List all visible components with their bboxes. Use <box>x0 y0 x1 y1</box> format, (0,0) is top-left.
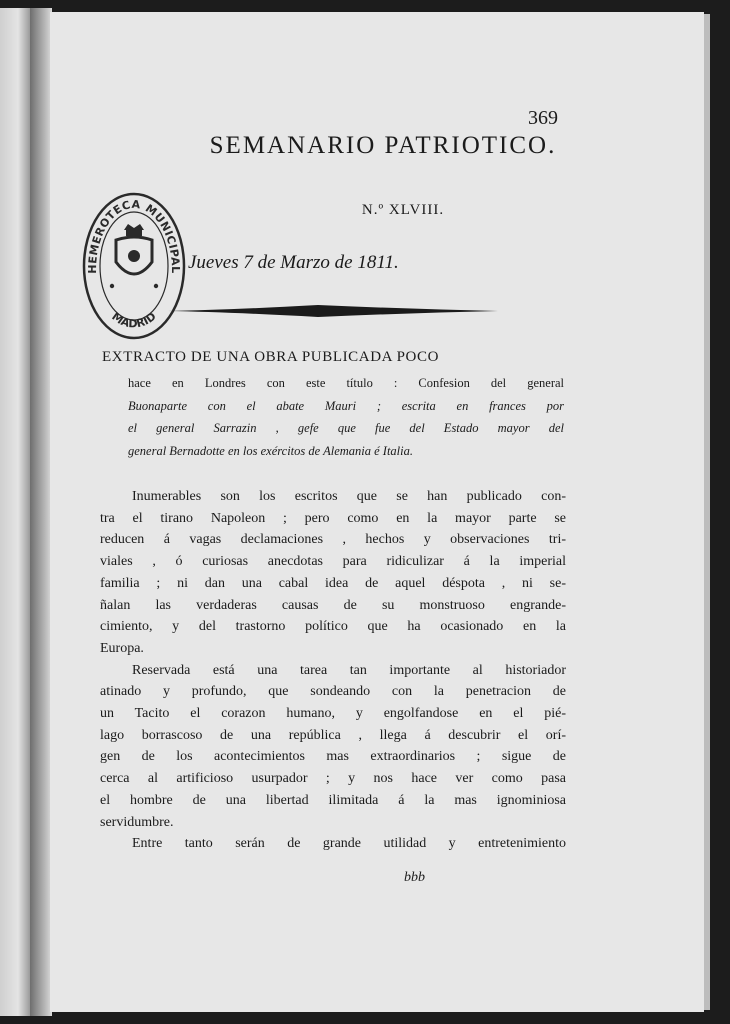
article-body <box>100 486 566 855</box>
facing-page-edge <box>0 8 30 1016</box>
coat-of-arms-icon <box>110 224 158 288</box>
text-line: Entre tanto serán de grande utilidad y entretenimiento <box>132 836 566 852</box>
article-subtitle <box>128 372 564 462</box>
subtitle-line: Buonaparte con el abate Mauri ; escrita en frances por <box>128 398 564 413</box>
page-number: 369 <box>528 107 558 129</box>
text-line: Inumerables son los escritos que se han publicado con- <box>132 489 566 504</box>
text-line: reducen á vagas declamaciones , hechos y observaciones tri- <box>100 532 566 548</box>
ornamental-rule <box>168 304 498 318</box>
book-page <box>50 12 704 1012</box>
svg-text:HEMEROTECA MUNICIPAL: HEMEROTECA MUNICIPAL <box>85 197 183 274</box>
library-stamp <box>82 190 186 340</box>
issue-number: N.º XLVIII. <box>361 202 445 218</box>
text-line: gen de los acontecimientos mas extraordinarios ; sigue de <box>100 749 566 765</box>
text-line: el hombre de una libertad ilimitada á la mas ignominiosa <box>100 792 566 808</box>
text-line: cimiento, y del trastorno político que ha ocasionado en la <box>100 619 566 635</box>
text-line: tra el tirano Napoleon ; pero como en la mayor parte se <box>100 510 566 526</box>
reverse-side-bleed-through <box>595 142 695 502</box>
text-line: lago borrascoso de una república , llega á descubrir el orí- <box>100 727 566 743</box>
subtitle-line: el general Sarrazin , gefe que fue del Estado mayor del <box>128 421 564 435</box>
text-line: servidumbre. <box>100 814 174 830</box>
subtitle-line: hace en Londres con este título : Confesion del general <box>128 376 564 390</box>
catchword: bbb <box>404 870 425 885</box>
article-title: EXTRACTO DE UNA OBRA PUBLICADA POCO <box>102 349 440 365</box>
paragraph-3 <box>100 833 566 855</box>
text-line: viales , ó curiosas anecdotas para ridiculizar á la imperial <box>100 554 566 570</box>
text-line: ñalan las verdaderas causas de su monstruoso engrande- <box>100 597 566 613</box>
subtitle-line: general Bernadotte en los exércitos de Alemania é Italia. <box>128 443 413 458</box>
svg-text:MADRID: MADRID <box>109 309 159 331</box>
text-line: Europa. <box>100 640 144 656</box>
book-gutter <box>30 8 52 1016</box>
text-line: Reservada está una tarea tan importante al historiador <box>132 662 566 678</box>
paragraph-1 <box>100 486 566 660</box>
paragraph-2 <box>100 660 566 834</box>
text-line: cerca al artificioso usurpador ; y nos hace ver como pasa <box>100 771 566 787</box>
text-line: un Tacito el corazon humano, y engolfandose en el pié- <box>100 706 566 722</box>
text-line: atinado y profundo, que sondeando con la penetracion de <box>100 684 566 700</box>
page-edge <box>704 14 710 1010</box>
masthead-title: SEMANARIO PATRIOTICO. <box>209 132 557 159</box>
issue-date: Jueves 7 de Marzo de 1811. <box>188 252 399 273</box>
text-line: familia ; ni dan una cabal idea de aquel déspota , ni se- <box>100 575 566 591</box>
